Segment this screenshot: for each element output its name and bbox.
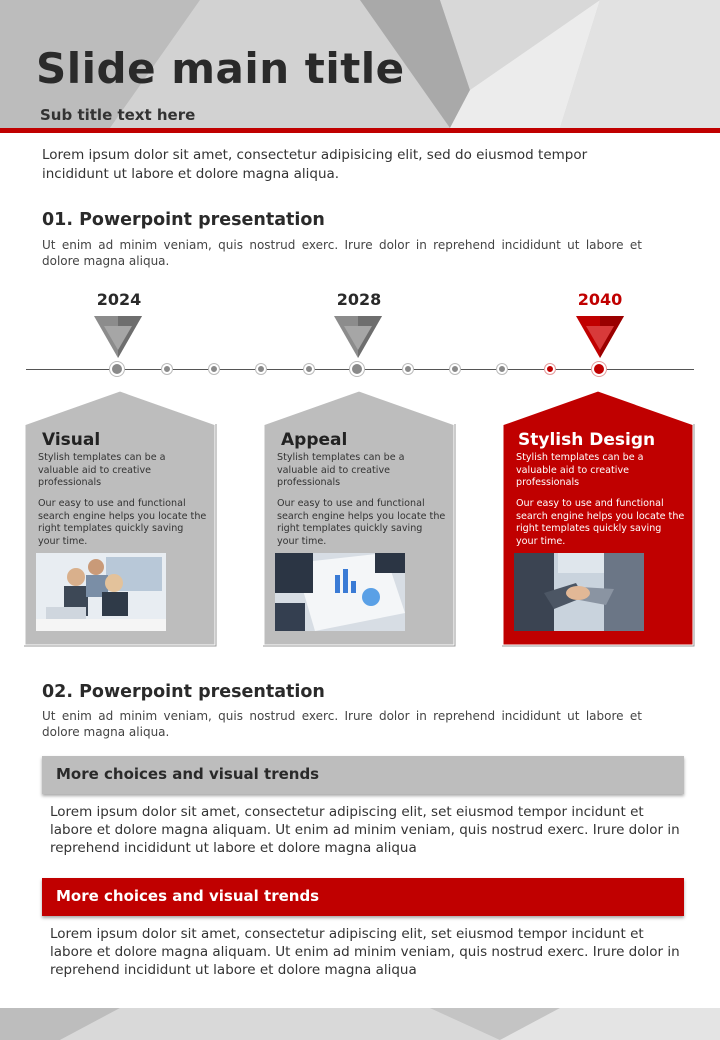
page-title: Slide main title	[36, 44, 405, 93]
intro-paragraph: Lorem ipsum dolor sit amet, consectetur adipisicing elit, sed do eiusmod tempor incididunt ut labore et dolore magna aliqua.	[42, 147, 588, 182]
card-text: Stylish templates can be a valuable aid to creative professionals	[38, 452, 166, 488]
timeline-dot	[350, 362, 364, 376]
trend-bar-1	[42, 756, 684, 794]
card-text: Our easy to use and functional search engine helps you locate the right templates quickly saving your time.	[38, 498, 207, 547]
handshake-photo	[514, 553, 644, 631]
card-visual	[22, 388, 218, 650]
card-title: Appeal	[281, 430, 348, 450]
polygon-footer-art	[0, 1008, 720, 1040]
header-divider	[0, 128, 720, 133]
timeline-dot	[545, 364, 555, 374]
business-team-photo	[36, 553, 166, 631]
timeline-dot	[110, 362, 124, 376]
timeline-dot	[497, 364, 507, 374]
timeline-marker-icon-2	[334, 316, 382, 358]
charts-documents-photo	[275, 553, 405, 631]
timeline-year-1: 2024	[96, 290, 142, 309]
section1-text: Ut enim ad minim veniam, quis nostrud exerc. Irure dolor in reprehend incididunt ut labore et dolore magna aliqua.	[42, 238, 642, 268]
card-title: Stylish Design	[518, 430, 656, 450]
timeline-dot	[209, 364, 219, 374]
timeline-marker-icon-3	[576, 316, 624, 358]
section2-title: 02. Powerpoint presentation	[42, 682, 325, 702]
timeline-dot	[304, 364, 314, 374]
trend-paragraph-1: Lorem ipsum dolor sit amet, consectetur adipiscing elit, set eiusmod tempor incidunt et labore et dolore magna aliquam. Ut enim ad minim veniam, quis nostrud exerc. Irure dolor in reprehend incididunt ut labore et dolore magna aliqua	[50, 804, 680, 856]
section1-title: 01. Powerpoint presentation	[42, 210, 325, 230]
timeline-year-3: 2040	[577, 290, 623, 309]
section2-text: Ut enim ad minim veniam, quis nostrud exerc. Irure dolor in reprehend incididunt ut labore et dolore magna aliqua.	[42, 709, 642, 739]
header-banner	[0, 0, 720, 128]
card-title: Visual	[42, 430, 101, 450]
card-text: Stylish templates can be a valuable aid to creative professionals	[277, 452, 405, 488]
card-text: Our easy to use and functional search engine helps you locate the right templates quickly saving your time.	[516, 498, 685, 547]
trend-bar-2	[42, 878, 684, 916]
trend-bar-label: More choices and visual trends	[56, 765, 320, 783]
timeline-dot	[256, 364, 266, 374]
card-appeal	[261, 388, 457, 650]
timeline-dot	[162, 364, 172, 374]
card-text: Stylish templates can be a valuable aid to creative professionals	[516, 452, 644, 488]
timeline-dot	[592, 362, 606, 376]
card-text: Our easy to use and functional search engine helps you locate the right templates quickly saving your time.	[277, 498, 446, 547]
timeline-marker-icon-1	[94, 316, 142, 358]
page-subtitle: Sub title text here	[40, 106, 196, 124]
card-stylish-design	[500, 388, 696, 650]
footer-band	[0, 1008, 720, 1040]
timeline-dot	[450, 364, 460, 374]
trend-paragraph-2: Lorem ipsum dolor sit amet, consectetur adipiscing elit, set eiusmod tempor incidunt et labore et dolore magna aliquam. Ut enim ad minim veniam, quis nostrud exerc. Irure dolor in reprehend incididunt ut labore et dolore magna aliqua	[50, 926, 680, 978]
trend-bar-label: More choices and visual trends	[56, 887, 320, 905]
timeline-year-2: 2028	[336, 290, 382, 309]
timeline-dot	[403, 364, 413, 374]
